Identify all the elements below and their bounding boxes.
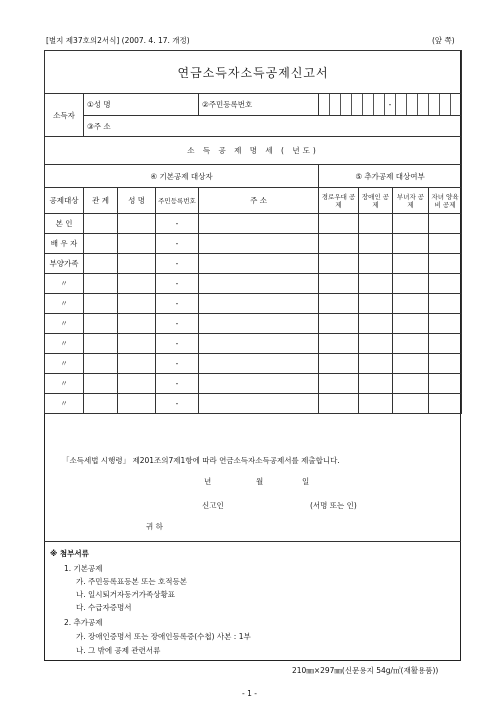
elderly-cell[interactable] [319, 394, 359, 414]
date-month: 월 [256, 477, 264, 486]
date-year: 년 [204, 477, 212, 486]
child-cell[interactable] [429, 394, 462, 414]
name-cell[interactable] [118, 274, 156, 294]
name-cell[interactable] [118, 354, 156, 374]
address-cell[interactable] [199, 294, 319, 314]
disabled-cell[interactable] [359, 394, 393, 414]
elderly-cell[interactable] [319, 254, 359, 274]
col-address: 주 소 [199, 188, 319, 214]
relation-cell[interactable] [84, 374, 118, 394]
form-label: [별지 제37호의2서식] (2007. 4. 17. 개정) [46, 36, 190, 45]
form-title: 연금소득자소득공제신고서 [45, 51, 462, 94]
row-label: 〃 [45, 294, 84, 314]
name-cell[interactable] [118, 334, 156, 354]
child-cell[interactable] [429, 374, 462, 394]
disabled-cell[interactable] [359, 254, 393, 274]
row-label: 〃 [45, 394, 84, 414]
col-disabled: 장애인 공 제 [359, 188, 393, 214]
table-row [45, 394, 462, 414]
name-cell[interactable] [118, 374, 156, 394]
address-cell[interactable] [199, 314, 319, 334]
woman-cell[interactable] [393, 274, 429, 294]
disabled-cell[interactable] [359, 374, 393, 394]
child-cell[interactable] [429, 334, 462, 354]
child-cell[interactable] [429, 254, 462, 274]
relation-cell[interactable] [84, 234, 118, 254]
name-cell[interactable] [118, 214, 156, 234]
attachment-item: 가. 장애인증명서 또는 장애인등록증(수첩) 사본 : 1부 [76, 632, 251, 641]
address-cell[interactable] [199, 234, 319, 254]
elderly-cell[interactable] [319, 294, 359, 314]
relation-cell[interactable] [84, 394, 118, 414]
address-cell[interactable] [199, 254, 319, 274]
table-row [45, 254, 462, 274]
address-cell[interactable] [199, 214, 319, 234]
child-cell[interactable] [429, 274, 462, 294]
rrn-cell[interactable]: - [156, 394, 199, 414]
child-cell[interactable] [429, 234, 462, 254]
row-label: 본 인 [45, 214, 84, 234]
name-cell[interactable] [118, 294, 156, 314]
name-cell[interactable] [118, 314, 156, 334]
attachment-item: 나. 일시퇴거자동거가족상황표 [76, 590, 175, 599]
woman-cell[interactable] [393, 394, 429, 414]
disabled-cell[interactable] [359, 294, 393, 314]
woman-cell[interactable] [393, 334, 429, 354]
rrn-cell[interactable]: - [156, 234, 199, 254]
col-child: 자녀 양육비 공제 [429, 188, 462, 214]
earner-label: 소득자 [45, 94, 84, 137]
rrn-field[interactable] [319, 94, 462, 116]
rrn-cell[interactable]: - [156, 254, 199, 274]
col-type: 공제대상 [45, 188, 84, 214]
row-label: 〃 [45, 374, 84, 394]
name-cell[interactable] [118, 394, 156, 414]
woman-cell[interactable] [393, 294, 429, 314]
row-label: 부양가족 [45, 254, 84, 274]
address-cell[interactable] [199, 354, 319, 374]
disabled-cell[interactable] [359, 214, 393, 234]
row-label: 배 우 자 [45, 234, 84, 254]
child-cell[interactable] [429, 214, 462, 234]
rrn-cell[interactable]: - [156, 294, 199, 314]
address-cell[interactable] [199, 274, 319, 294]
basic-section-header: ④ 기본공제 대상자 [45, 165, 319, 188]
attachment-item: 나. 그 밖에 공제 관련서류 [76, 646, 161, 655]
paper-spec: 210㎜×297㎜(신문용지 54g/㎡(재활용품)) [292, 666, 439, 675]
attachment-item: 1. 기본공제 [64, 564, 103, 573]
page-side: (앞 쪽) [432, 36, 455, 45]
disabled-cell[interactable] [359, 274, 393, 294]
woman-cell[interactable] [393, 234, 429, 254]
table-row [45, 274, 462, 294]
table-row [45, 234, 462, 254]
rrn-cell[interactable]: - [156, 214, 199, 234]
relation-cell[interactable] [84, 294, 118, 314]
row-label: 〃 [45, 334, 84, 354]
disabled-cell[interactable] [359, 234, 393, 254]
relation-cell[interactable] [84, 314, 118, 334]
addressee: 귀 하 [146, 522, 163, 531]
attachments-divider [44, 541, 461, 542]
col-relation: 관 계 [84, 188, 118, 214]
col-name: 성 명 [118, 188, 156, 214]
elderly-cell[interactable] [319, 374, 359, 394]
applicant-label: 신고인 [202, 501, 224, 510]
table-row [45, 374, 462, 394]
rrn-cell[interactable]: - [156, 334, 199, 354]
col-woman: 부녀자 공 제 [393, 188, 429, 214]
rrn-label: ②주민등록번호 [199, 94, 319, 116]
elderly-cell[interactable] [319, 314, 359, 334]
address-cell[interactable] [199, 334, 319, 354]
woman-cell[interactable] [393, 354, 429, 374]
declaration-statement: 「소득세법 시행령」 제201조의7제1항에 따라 연금소득자소득공제서를 제출합니다. [62, 456, 340, 465]
disabled-cell[interactable] [359, 314, 393, 334]
table-row [45, 354, 462, 374]
child-cell[interactable] [429, 294, 462, 314]
name-cell[interactable] [118, 234, 156, 254]
col-rrn: 주민등록번호 [156, 188, 199, 214]
rrn-dash: - [385, 94, 396, 115]
relation-cell[interactable] [84, 334, 118, 354]
relation-cell[interactable] [84, 214, 118, 234]
row-label: 〃 [45, 354, 84, 374]
woman-cell[interactable] [393, 254, 429, 274]
page-number: - 1 - [242, 689, 257, 698]
extra-section-header: ⑤ 추가공제 대상여부 [319, 165, 462, 188]
name-field[interactable] [84, 94, 199, 116]
col-elderly: 경로우대 공 제 [319, 188, 359, 214]
elderly-cell[interactable] [319, 354, 359, 374]
disabled-cell[interactable] [359, 334, 393, 354]
rrn-cell[interactable]: - [156, 314, 199, 334]
disabled-cell[interactable] [359, 354, 393, 374]
table-row [45, 314, 462, 334]
child-cell[interactable] [429, 314, 462, 334]
elderly-cell[interactable] [319, 334, 359, 354]
row-label: 〃 [45, 274, 84, 294]
name-label: ①성 명 [87, 100, 111, 109]
woman-cell[interactable] [393, 214, 429, 234]
elderly-cell[interactable] [319, 234, 359, 254]
attachment-item: 다. 수급자증명서 [76, 603, 132, 612]
address-cell[interactable] [199, 394, 319, 414]
detail-title: 소 득 공 제 명 세 ( 년도) [45, 137, 462, 165]
elderly-cell[interactable] [319, 274, 359, 294]
table-row [45, 334, 462, 354]
address-field[interactable] [84, 116, 462, 137]
rrn-cell[interactable]: - [156, 374, 199, 394]
signature-label: (서명 또는 인) [310, 501, 357, 510]
table-row [45, 214, 462, 234]
elderly-cell[interactable] [319, 214, 359, 234]
relation-cell[interactable] [84, 254, 118, 274]
attachment-item: 가. 주민등록표등본 또는 호적등본 [76, 577, 187, 586]
address-cell[interactable] [199, 374, 319, 394]
woman-cell[interactable] [393, 374, 429, 394]
rrn-cell[interactable]: - [156, 274, 199, 294]
relation-cell[interactable] [84, 354, 118, 374]
relation-cell[interactable] [84, 274, 118, 294]
woman-cell[interactable] [393, 314, 429, 334]
attachment-item: 2. 추가공제 [64, 618, 103, 627]
child-cell[interactable] [429, 354, 462, 374]
attachments-heading: ※ 첨부서류 [50, 549, 89, 558]
table-row [45, 294, 462, 314]
rrn-cell[interactable]: - [156, 354, 199, 374]
address-label: ③주 소 [87, 121, 111, 131]
row-label: 〃 [45, 314, 84, 334]
date-day: 일 [302, 477, 310, 486]
form-table [44, 50, 462, 414]
name-cell[interactable] [118, 254, 156, 274]
